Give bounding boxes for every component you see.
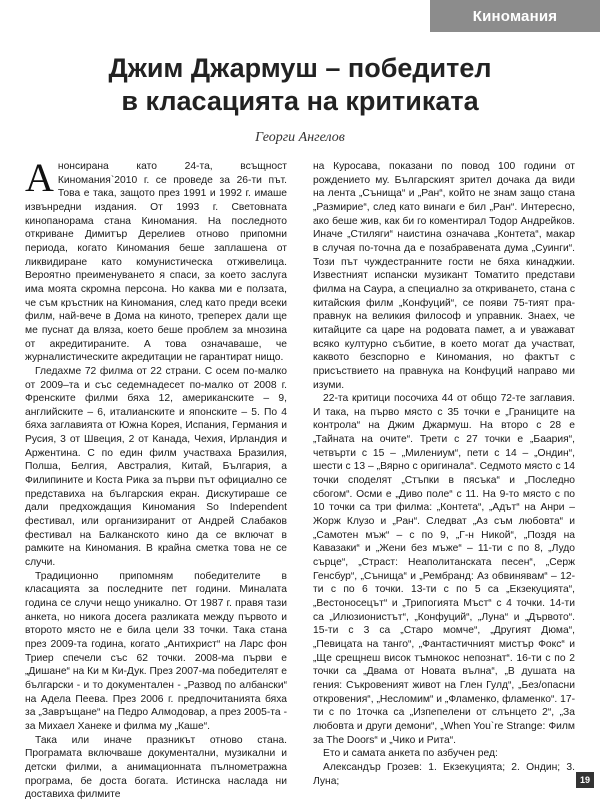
article-title [0, 52, 600, 118]
paragraph: Александър Грозев: 1. Екзекуцията; 2. Ондин; 3. Луна; [313, 761, 575, 787]
page-number: 19 [576, 772, 594, 788]
drop-cap: А [25, 155, 54, 200]
paragraph: Гледахме 72 филма от 22 страни. С осем по-малко от 2009–та и със седемнадесет по-малко от 2008 г. Френските филми бяха 12, американските – 9, английските – 6, италианските и японските – 5. По 4 бяха заглавията от Южна Корея, Испания, Германия и Русия, 3 от Швеция, 2 от Канада, Чехия, Ирландия и Аржентина. С по един филм участваха Бразилия, Полша, Белгия, Австралия, Китай, България, а Филипините и Коста Рика за първи път официално се представиха на българския екран. Дискутираше се дали предхождащия Киномания So Independent фестивал, или организиранит от Андрей Слабаков фестивал на Балканското кино да се включат в рамките на Киномания. В крайна сметка това не се случи. [25, 365, 287, 569]
paragraph: Ето и самата анкета по азбучен ред: [323, 748, 498, 760]
paragraph: на Куросава, показани по повод 100 години от рождението му. Българският зрител дочака да види на лента „Сънища“ и „Ран“, който не знам защо стана „Размирие“, след като винаги е бил „Ран“. Интересно, ако беше жив, как би го коментирал Тодор Андрейков. Иначе „Стиляги“ наистина означава „Контета“, макар в случая по-точна да е позабравената дума „Суинги“. Този път чуждестранните гости не бяха кинаджии. Известният испански музикант Томатито представи филма на Саура, а специално за откриването, стана с китайския филм „Конфуций“, се появи 75-тият пра-правнук на великия философ и управник. Знаех, че китайците са царе на родовата памет, а и уважават всяко културно събитие, в което могат да участват, каквото безспорно е Киномания, но фактът с присъствието на правнука на Конфуций направо ми изуми. [313, 161, 575, 391]
article-title-line-2: в класацията на критиката [121, 86, 479, 116]
article-column-right [313, 160, 575, 787]
paragraph-text: нонсирана като 24-та, всъщност Киномания`2010 г. се проведе за 26-ти път. Това е така, защото през 1991 и 1992 г. имаше извънредни издания. От 1993 г. Световната кинопанорама стана Киномания. На последното откриване Димитър Дерелиев отново припомни периода, когато Киномания беше заплашена от ликвидиране като комунистическа отживелица. Вероятно преименуването я спаси, за което заслуга има моята скромна персона. Но каква ми е ползата, че съм кръстник на Киномания, след като преди всеки филм, най-вече в Дома на киното, трепереx дали ще ме пуснат да вляза, което беше проблем за мнозина от акредитираните. А това означаваше, че журналистическите акредитации не гарантират нищо. [25, 161, 287, 364]
article-author: Георги Ангелов [255, 130, 345, 145]
article-column-left [25, 155, 287, 801]
section-tab: Киномания [430, 0, 600, 32]
paragraph [25, 155, 287, 365]
paragraph: Традиционно припомням победителите в класацията за последните пет години. Миналата година се случи нещо уникално. От 1987 г. правя тази анкета, но никога досега разликата между първото и второто място не е била цели 33 точки. Така стана през 2009-та година, когато „Антихрист“ на Ларс фон Триер спечели със 62 точки. 2008-ма първи е „Дишане“ на Ки м Ки-Дук. През 2007-ма победителят е български - и то документален - „Развод по албански“ на Адела Пеева. През 2006 г. предпочитанията бяха за „Завръщане“ на Педро Алмодовар, а през 2005-та - за Михаел Ханеке и филма му „Каше“. [25, 570, 287, 732]
article-title-line-1: Джим Джармуш – победител [108, 53, 492, 83]
paragraph: 22-та критици посочиха 44 от общо 72-те заглавия. И така, на първо място с 35 точки е „Границите на контрола“ на Джим Джармуш. На второ с 28 е „Тайната на очите“. Трети с 27 точки е „Баария“, четвърти с 15 – „Милениум“, пети с 14 – „Ондин“, шести с 13 – „Вярно с оригинала“. Седмото място с 14 точки споделят „Стъпки в пясъка“ и „Последно сбогом“. Осми е „Диво поле“ с 11. На 9-то място с по 10 точки са три филма: „Контета“, „Адът“ на Анри –Жорж Клузо и „Ран“. Следват „Аз съм любовта“ и „Самотен мъж“ – с по 9, „Г-н Никой“, „Поздя на Кавазаки“ и „Жени без мъже“ – 11-ти с по 8, „Лудо сърце“, „Страст: Неаполитанската песен“, „Серж Генсбур“, „Сънища“ и „Рембранд: Аз обвинявам“ – 12-ти с по 6 точки. 13-ти с по 5 са „Екзекуцията“, „Вестоносецът“ и „Трипогията Мъст“ с 4 точки. 14-ти са „Илюзионистът“, „Конфуций“, „Луна“ и „Дървото“. 15-ти с 3 са „Старо момче“, „Другият Дюма“, „Певицата на танго“, „Фантастичният мистър Фокс“ и „Ще срещнеш висок тъмнокос непознат“. 16-ти с по 2 точки са „Двама от Новата вълна“, „В душата на гения: Съкровеният живот на Глен Гулд“, „Без/опасни откровения“, „Несломим“ и „Фламенко, фламенко“. 17-ти с по 1точка са „Изпепелени от слънцето 2“, „За любовта и други демони“, „When You`re Strange: Филм за The Doors“ и „Чико и Рита“. [313, 393, 575, 746]
paragraph: Така или иначе празникът отново стана. Програмата включваше документални, музикални и детски филми, а анимационната пълнометражна програма, бе доста богата. Истинска наслада ни доставиха филмите [25, 734, 287, 801]
